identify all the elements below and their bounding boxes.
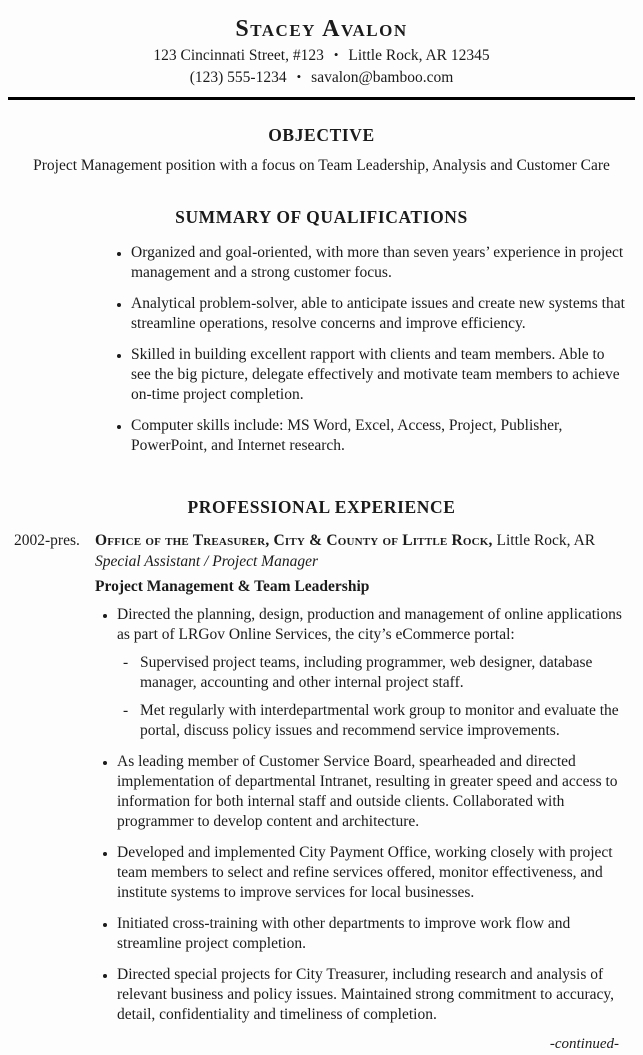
experience-entry-body	[95, 531, 629, 1036]
job-title: Special Assistant / Project Manager	[95, 553, 319, 570]
experience-sub-bullet-list	[117, 653, 627, 741]
street-address: 123 Cincinnati Street, #123	[153, 47, 324, 64]
employment-dates: 2002-pres.	[14, 532, 80, 549]
candidate-name: Stacey Avalon	[235, 16, 408, 42]
employer-name: Office of the Treasurer, City & County of Little Rock,	[95, 532, 493, 549]
dot-separator-icon: •	[333, 47, 339, 62]
summary-bullet: • Analytical problem-solver, able to anticipate issues and create new systems that streamline operations, resolve concerns and improve efficiency.	[131, 294, 625, 334]
summary-heading: SUMMARY OF QUALIFICATIONS	[175, 207, 468, 227]
objective-heading: OBJECTIVE	[268, 125, 375, 145]
experience-bullet	[117, 605, 627, 741]
employer-line	[95, 531, 627, 551]
phone-email-line	[14, 66, 629, 88]
summary-bullet: • Organized and goal-oriented, with more than seven years’ experience in project management and a strong customer focus.	[131, 243, 625, 283]
experience-bullet: • Initiated cross-training with other departments to improve work flow and streamline project completion.	[117, 914, 627, 954]
section-experience	[14, 467, 629, 1036]
experience-bullet: • Developed and implemented City Payment Office, working closely with project team members to select and refine services offered, monitor effectiveness, and institute systems to improve services for local businesses.	[117, 843, 627, 903]
email-address: savalon@bamboo.com	[311, 69, 454, 86]
city-state-zip: Little Rock, AR 12345	[348, 47, 490, 64]
experience-sub-bullet: - Supervised project teams, including programmer, web designer, database manager, accounting and other internal project staff.	[117, 653, 627, 693]
summary-bullet: • Computer skills include: MS Word, Excel, Access, Project, Publisher, PowerPoint, and Internet research.	[131, 416, 625, 456]
experience-subheading: Project Management & Team Leadership	[95, 578, 370, 595]
summary-bullet-list	[14, 243, 629, 456]
experience-bullet-text: Directed the planning, design, production and management of online applications as part of LRGov Online Services, the city’s eCommerce portal:	[117, 606, 622, 643]
resume-header	[14, 12, 629, 100]
continued-note: -continued-	[549, 1036, 619, 1052]
dot-separator-icon: •	[296, 69, 302, 84]
experience-sub-bullet: - Met regularly with interdepartmental work group to monitor and evaluate the portal, discuss policy issues and recommend service improvements.	[117, 701, 627, 741]
address-line	[14, 44, 629, 66]
phone-number: (123) 555-1234	[189, 69, 287, 86]
experience-bullet: • As leading member of Customer Service Board, spearheaded and directed implementation of departmental Intranet, resulting in greater speed and access to information for both internal staff and outside clients. Collaborated with programmer to develop content and architecture.	[117, 752, 627, 832]
experience-entry	[14, 531, 629, 1036]
experience-bullet: • Directed special projects for City Treasurer, including research and analysis of relevant business and policy issues. Maintained strong commitment to accuracy, detail, confidentiality and timeliness of completion.	[117, 965, 627, 1025]
objective-text: Project Management position with a focus on Team Leadership, Analysis and Customer Care	[33, 157, 610, 174]
summary-bullet: • Skilled in building excellent rapport with clients and team members. Able to see the big picture, delegate effectively and motivate team members to achieve on-time project completion.	[131, 345, 625, 405]
section-objective	[14, 100, 629, 176]
experience-bullet-list	[95, 605, 627, 1025]
section-summary	[14, 176, 629, 467]
employer-location: Little Rock, AR	[496, 532, 596, 549]
experience-heading: PROFESSIONAL EXPERIENCE	[187, 497, 456, 517]
